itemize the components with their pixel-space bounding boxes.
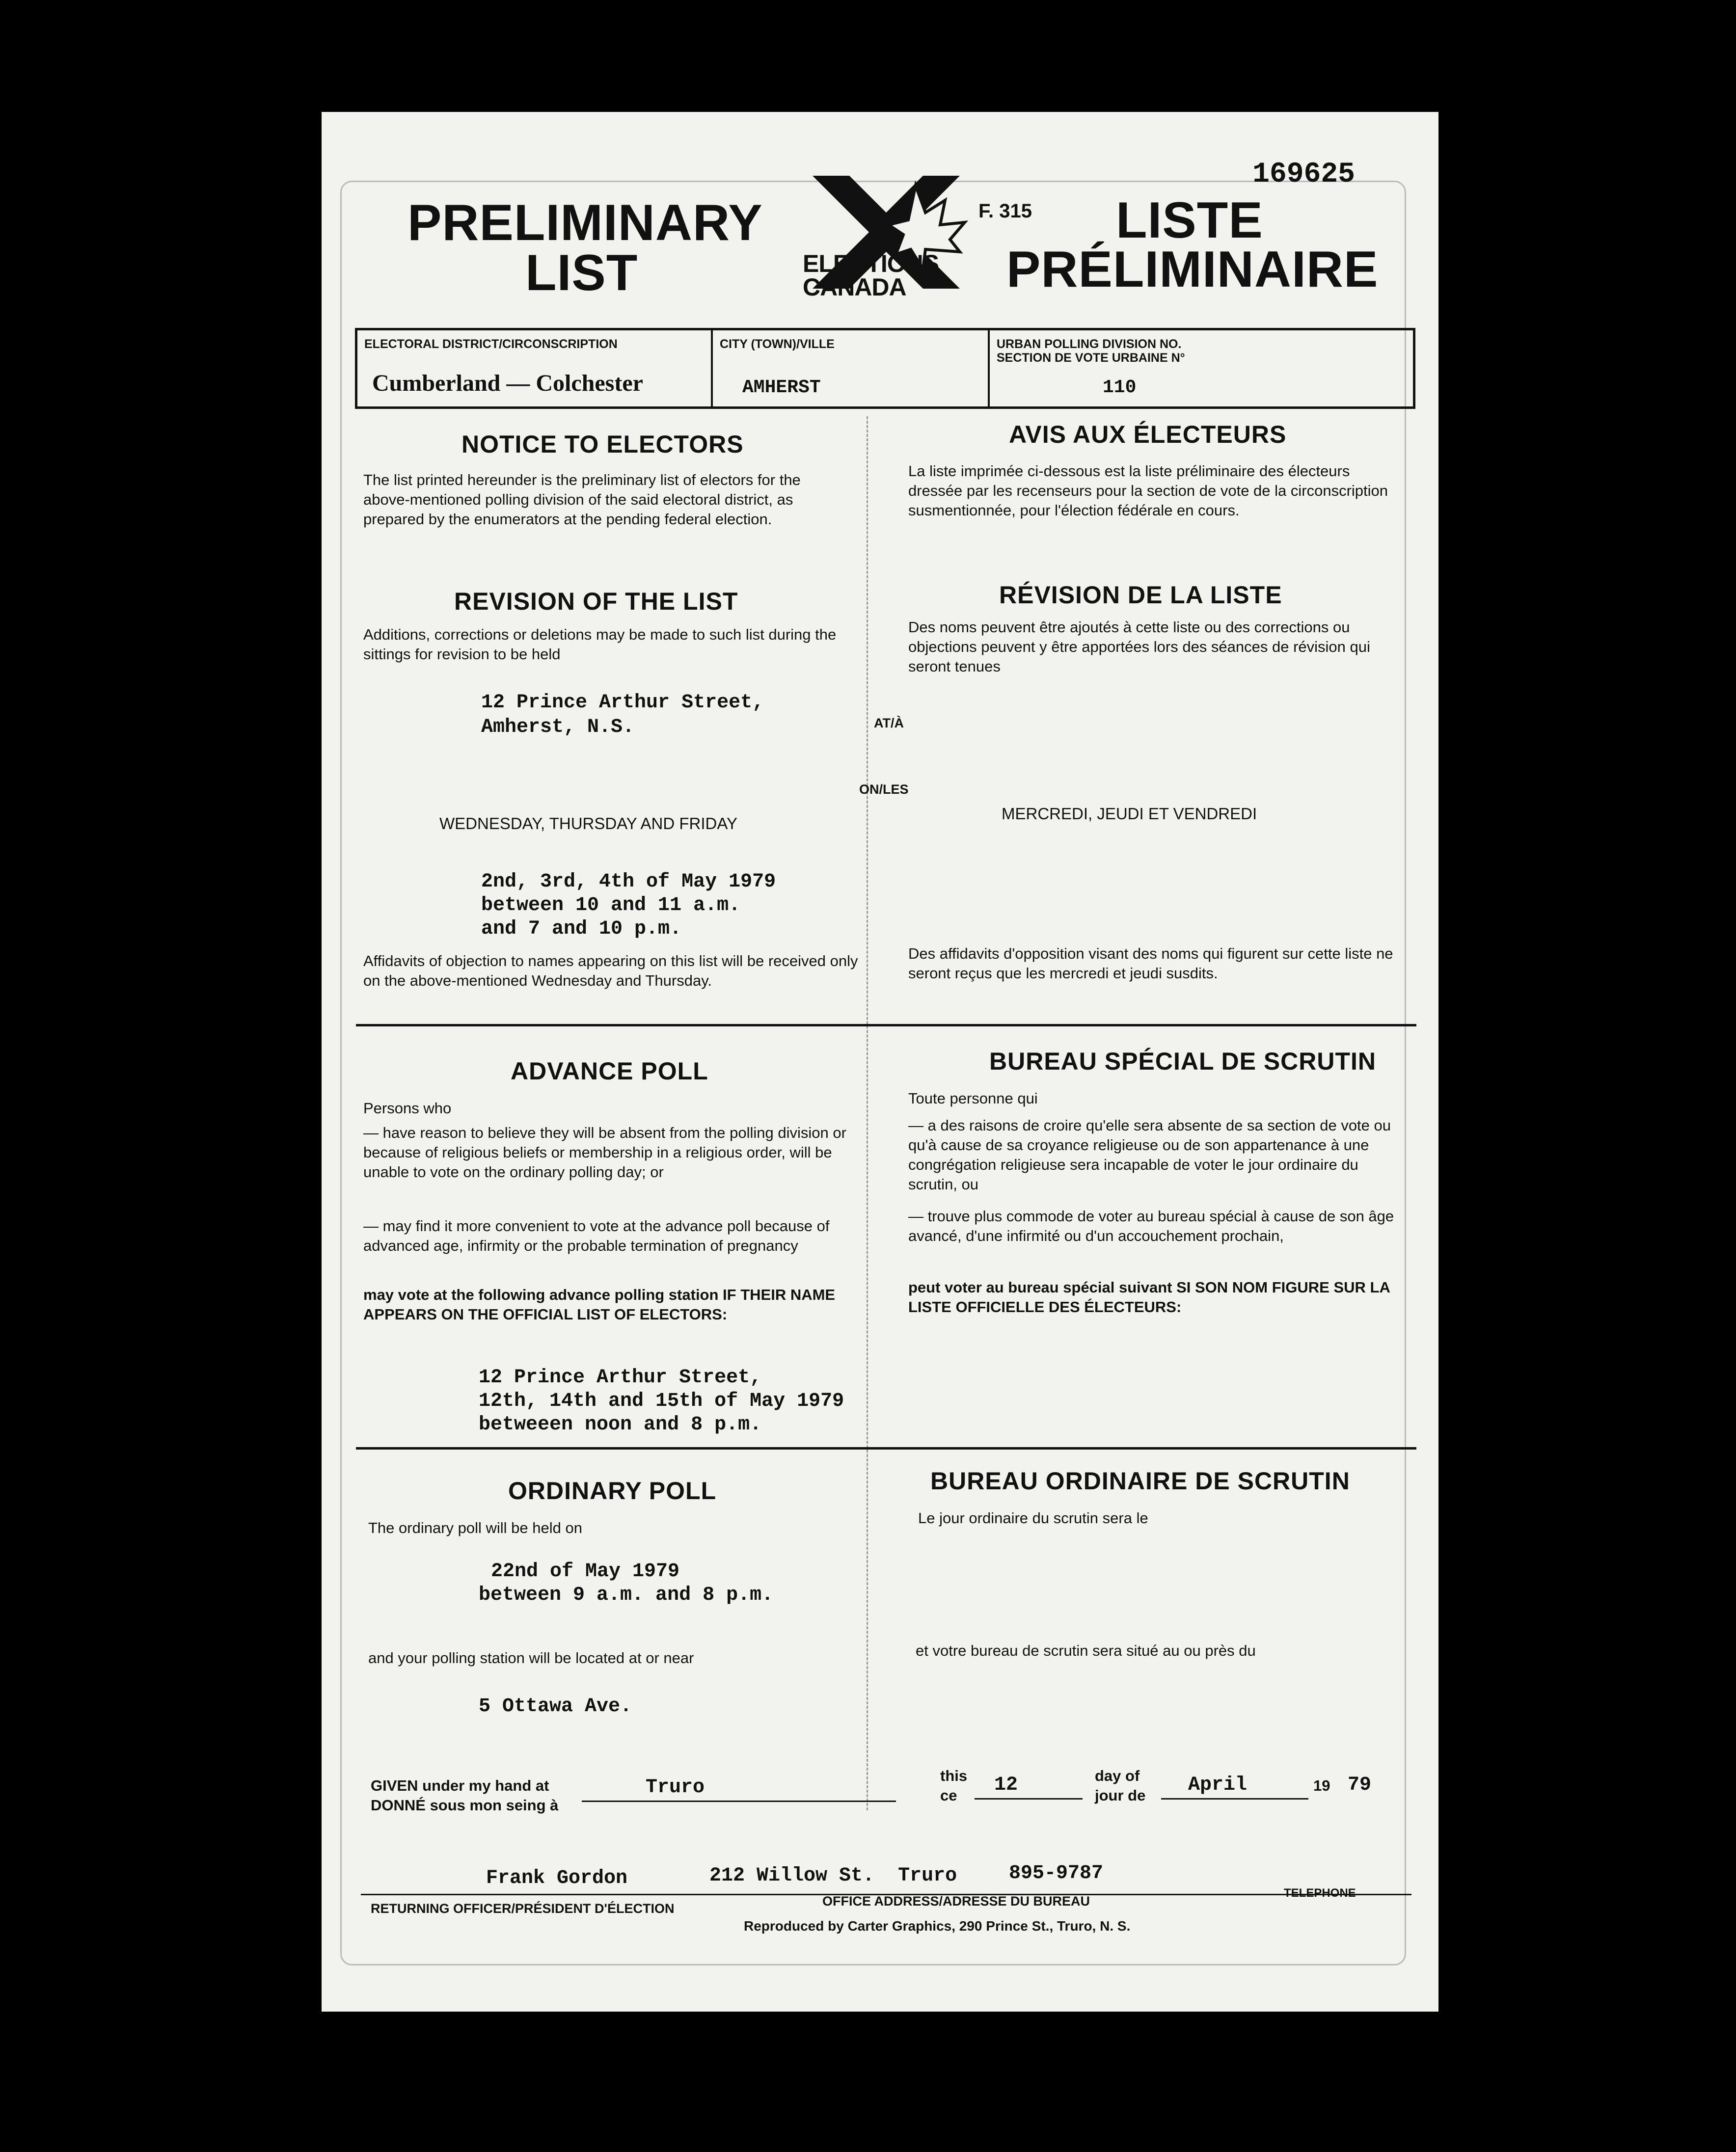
advance-station-line2: 12th, 14th and 15th of May 1979 — [479, 1390, 844, 1412]
given-label-en: GIVEN under my hand at — [371, 1777, 549, 1794]
form-sheet — [322, 112, 1438, 2012]
notice-text-en: The list printed hereunder is the preliminary list of electors for the above-mentioned polling division of the said electoral district, as prepared by the enumerators at the pending federal election. — [363, 471, 801, 528]
notice-title-fr: AVIS AUX ÉLECTEURS — [1009, 421, 1287, 448]
officer-label: RETURNING OFFICER/PRÉSIDENT D'ÉLECTION — [371, 1901, 675, 1916]
advance-title-fr: BUREAU SPÉCIAL DE SCRUTIN — [989, 1048, 1377, 1075]
division-label — [997, 337, 1185, 365]
ordinary-title-en: ORDINARY POLL — [508, 1477, 717, 1505]
place-underline — [582, 1801, 896, 1802]
given-month: April — [1188, 1774, 1248, 1796]
given-place: Truro — [646, 1776, 705, 1799]
affidavit-text-en: Affidavits of objection to names appearing on this list will be received only on the above-mentioned Wednesday and Thursday. — [363, 952, 858, 989]
advance-item2-en: — may find it more convenient to vote at the advance poll because of advanced age, infirmity or the probable termination of pregnancy — [363, 1217, 830, 1254]
division-cell — [990, 330, 1413, 406]
district-info-box — [355, 328, 1415, 409]
title-en-line2: LIST — [525, 244, 638, 301]
revision-days-en: WEDNESDAY, THURSDAY AND FRIDAY — [439, 814, 737, 833]
at-label: AT/À — [874, 716, 904, 730]
division-value: 110 — [1103, 377, 1137, 398]
ordinary-title-fr: BUREAU ORDINAIRE DE SCRUTIN — [930, 1467, 1350, 1495]
revision-dates-line1: 2nd, 3rd, 4th of May 1979 — [481, 871, 776, 893]
given-day: 12 — [994, 1774, 1018, 1796]
form-number: F. 315 — [978, 200, 1032, 222]
ordinary-held-en: The ordinary poll will be held on — [368, 1519, 582, 1536]
advance-may-vote-en: may vote at the following advance polling station IF THEIR NAME APPEARS ON THE OFFICIAL LIST OF ELECTORS: — [363, 1286, 836, 1323]
city-cell — [713, 330, 990, 406]
ordinary-date-line1: 22nd of May 1979 — [491, 1560, 680, 1583]
day-underline — [975, 1798, 1083, 1800]
advance-may-vote-fr: peut voter au bureau spécial suivant SI SON NOM FIGURE SUR LA LISTE OFFICIELLE DES ÉLECTEURS: — [908, 1279, 1390, 1316]
title-fr-line1: LISTE — [1116, 192, 1263, 249]
title-fr-line2: PRÉLIMINAIRE — [1006, 241, 1379, 298]
revision-title-fr: RÉVISION DE LA LISTE — [999, 581, 1282, 609]
advance-persons-fr: Toute personne qui — [908, 1090, 1038, 1107]
notice-title-en: NOTICE TO ELECTORS — [461, 430, 744, 458]
serial-number: 169625 — [1252, 159, 1355, 190]
revision-dates-line3: and 7 and 10 p.m. — [481, 918, 682, 940]
advance-item1-en: — have reason to believe they will be absent from the polling division or because of religious beliefs or membership in a religious order, will be unable to vote on the ordinary polling day; or — [363, 1124, 846, 1181]
advance-station-line3: betweeen noon and 8 p.m. — [479, 1414, 762, 1436]
revision-days-fr: MERCREDI, JEUDI ET VENDREDI — [1002, 805, 1257, 823]
notice-text-fr: La liste imprimée ci-dessous est la liste préliminaire des électeurs dressée par les recenseurs pour la section de vote de la circonscription susmentionnée, pour l'élection fédérale en cours. — [908, 462, 1388, 519]
given-year: 79 — [1348, 1774, 1372, 1796]
ordinary-date-line2: between 9 a.m. and 8 p.m. — [479, 1584, 774, 1606]
this-label-fr: ce — [940, 1787, 957, 1804]
affidavit-text-fr: Des affidavits d'opposition visant des noms qui figurent sur cette liste ne seront reçus que les mercredi et jeudi susdits. — [908, 945, 1393, 982]
title-en-line1: PRELIMINARY — [407, 194, 763, 251]
logo-text — [803, 252, 939, 299]
day-of-label-en: day of — [1095, 1767, 1140, 1784]
logo-text-canada: CANADA — [803, 273, 906, 301]
on-label: ON/LES — [859, 782, 909, 797]
year-prefix: 19 — [1313, 1777, 1330, 1794]
revision-text-fr: Des noms peuvent être ajoutés à cette liste ou des corrections ou objections peuvent y être apportées lors des séances de révision qui seront tenues — [908, 619, 1370, 675]
district-cell — [357, 330, 713, 406]
office-telephone: 895-9787 — [1009, 1862, 1104, 1884]
advance-item2-fr: — trouve plus commode de voter au bureau spécial à cause de son âge avancé, d'une infirmité ou d'un accouchement prochain, — [908, 1208, 1394, 1244]
advance-title-en: ADVANCE POLL — [511, 1057, 708, 1085]
division-label-fr: SECTION DE VOTE URBAINE N° — [997, 351, 1185, 365]
advance-item1-fr: — a des raisons de croire qu'elle sera absente de sa section de vote ou qu'à cause de sa croyance religieuse ou de son appartenance à une congrégation religieuse sera incapable de voter le jour ordinaire du scrutin, ou — [908, 1117, 1391, 1193]
divider-rule-1 — [356, 1024, 1416, 1026]
given-label-fr: DONNÉ sous mon seing à — [371, 1797, 559, 1814]
ordinary-station-fr: et votre bureau de scrutin sera situé au ou près du — [916, 1642, 1256, 1659]
divider-rule-2 — [356, 1447, 1416, 1450]
office-address: 212 Willow St. Truro — [709, 1865, 957, 1887]
day-of-label-fr: jour de — [1095, 1787, 1146, 1804]
revision-address-line2: Amherst, N.S. — [481, 716, 635, 738]
ordinary-location: 5 Ottawa Ave. — [479, 1695, 632, 1718]
logo-text-elections: ELECTIONS — [803, 250, 939, 277]
revision-dates-line2: between 10 and 11 a.m. — [481, 894, 741, 916]
advance-station-line1: 12 Prince Arthur Street, — [479, 1367, 762, 1389]
this-label-en: this — [940, 1767, 968, 1784]
district-value: Cumberland — Colchester — [372, 370, 643, 396]
advance-persons-en: Persons who — [363, 1100, 452, 1117]
revision-address-line1: 12 Prince Arthur Street, — [481, 692, 764, 714]
city-label: CITY (TOWN)/VILLE — [720, 337, 835, 351]
ordinary-station-en: and your polling station will be located at or near — [368, 1649, 694, 1667]
address-label: OFFICE ADDRESS/ADRESSE DU BUREAU — [822, 1894, 1090, 1909]
telephone-label: TELEPHONE — [1284, 1886, 1356, 1900]
revision-text-en: Additions, corrections or deletions may be made to such list during the sittings for revision to be held — [363, 626, 837, 663]
ordinary-held-fr: Le jour ordinaire du scrutin sera le — [918, 1509, 1148, 1527]
district-label: ELECTORAL DISTRICT/CIRCONSCRIPTION — [364, 337, 618, 351]
revision-title-en: REVISION OF THE LIST — [454, 588, 738, 615]
division-label-en: URBAN POLLING DIVISION NO. — [997, 337, 1182, 351]
returning-officer-name: Frank Gordon — [486, 1867, 628, 1889]
city-value: AMHERST — [742, 377, 821, 398]
month-underline — [1161, 1798, 1308, 1800]
printer-credit: Reproduced by Carter Graphics, 290 Prince St., Truro, N. S. — [744, 1918, 1131, 1934]
column-divider — [867, 416, 868, 1810]
